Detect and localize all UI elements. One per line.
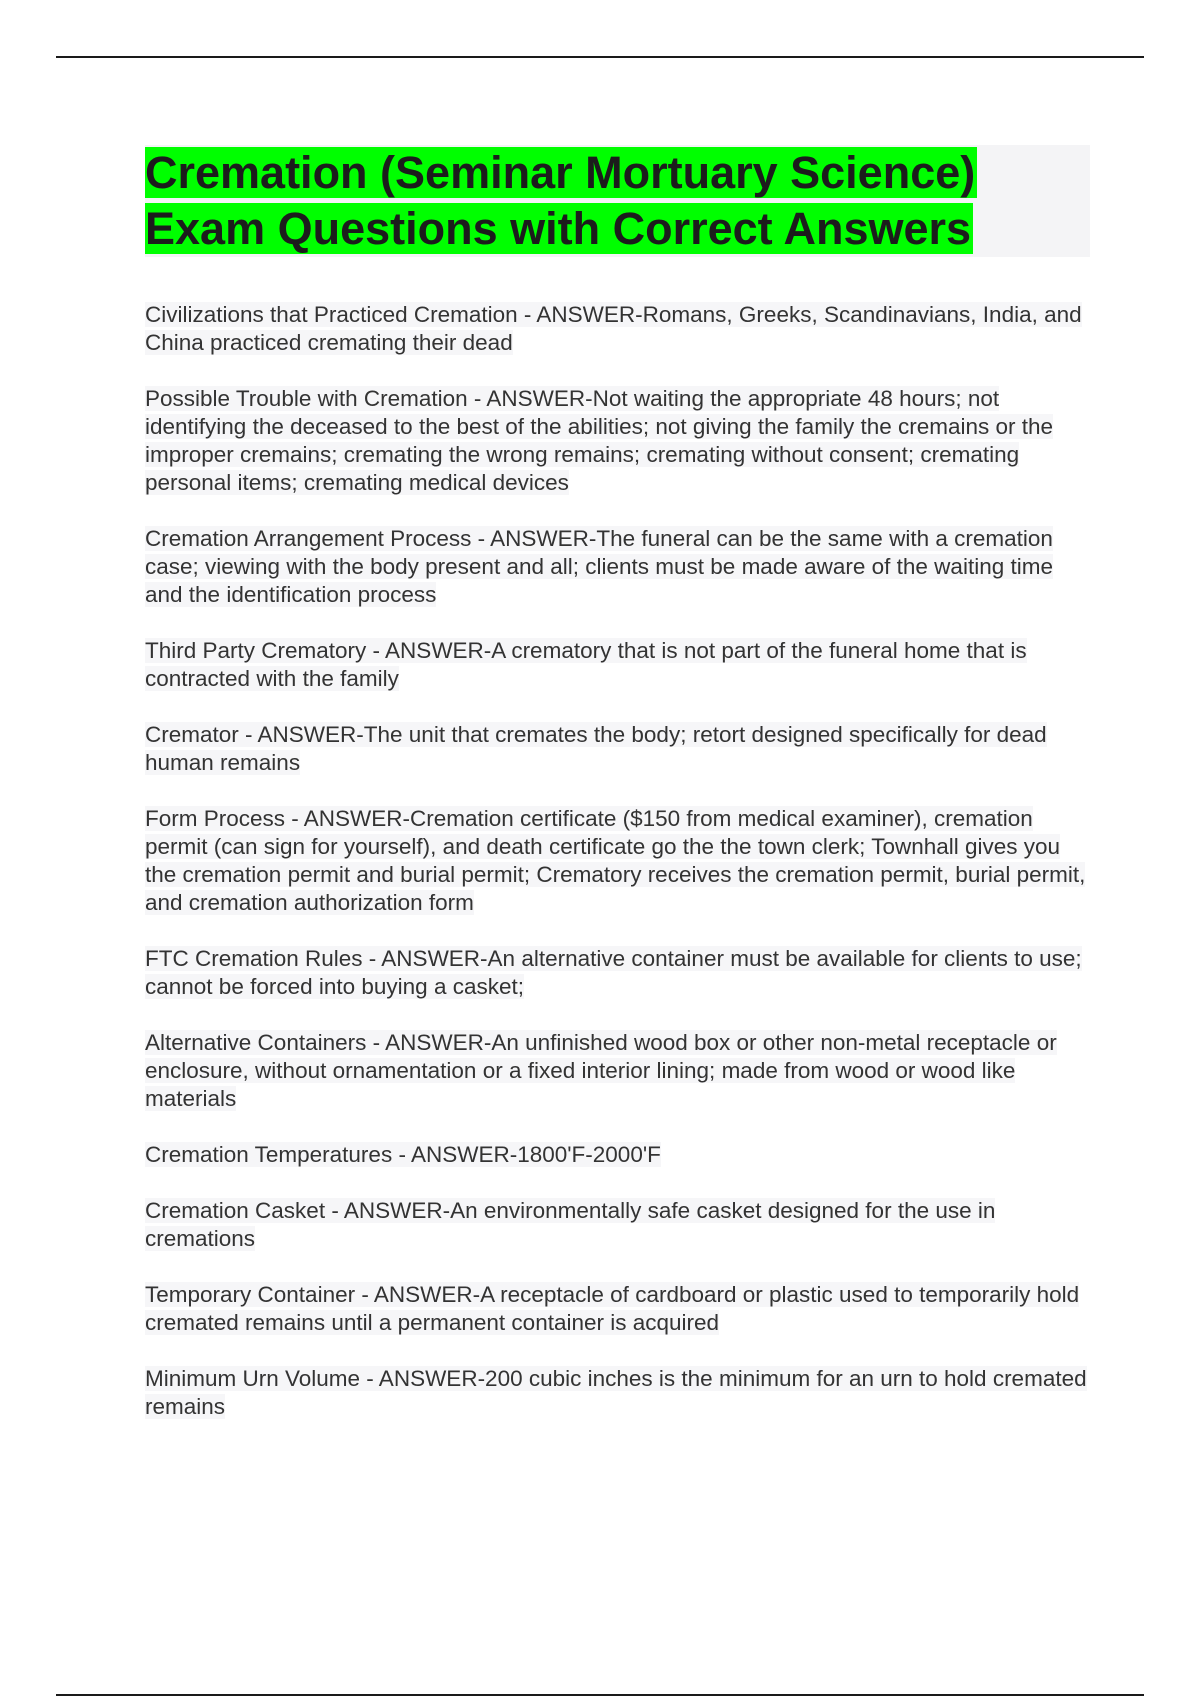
qa-item	[145, 945, 1090, 1001]
title-block	[145, 145, 1090, 257]
qa-text: Cremation Arrangement Process - ANSWER-The funeral can be the same with a cremation case; viewing with the body present and all; clients must be made aware of the waiting time and the identification process	[145, 526, 1053, 607]
qa-item	[145, 1365, 1090, 1421]
qa-item	[145, 805, 1090, 917]
qa-item	[145, 1197, 1090, 1253]
bottom-rule	[56, 1694, 1144, 1696]
qa-text: Cremator - ANSWER-The unit that cremates the body; retort designed specifically for dead human remains	[145, 722, 1047, 775]
qa-text: Temporary Container - ANSWER-A receptacle of cardboard or plastic used to temporarily hold cremated remains until a permanent container is acquired	[145, 1282, 1080, 1335]
top-rule	[56, 56, 1144, 58]
qa-text: Civilizations that Practiced Cremation - ANSWER-Romans, Greeks, Scandinavians, India, and China practiced cremating their dead	[145, 302, 1082, 355]
document-body	[145, 145, 1090, 1449]
qa-text: Cremation Temperatures - ANSWER-1800'F-2000'F	[145, 1142, 661, 1167]
qa-item	[145, 385, 1090, 497]
qa-text: Alternative Containers - ANSWER-An unfinished wood box or other non-metal receptacle or enclosure, without ornamentation or a fixed interior lining; made from wood or wood like materials	[145, 1030, 1057, 1111]
qa-text: FTC Cremation Rules - ANSWER-An alternative container must be available for clients to use; cannot be forced into buying a casket;	[145, 946, 1082, 999]
qa-item	[145, 1281, 1090, 1337]
qa-item	[145, 301, 1090, 357]
qa-item	[145, 637, 1090, 693]
qa-item	[145, 1141, 1090, 1169]
qa-item	[145, 721, 1090, 777]
qa-text: Cremation Casket - ANSWER-An environmentally safe casket designed for the use in cremations	[145, 1198, 996, 1251]
qa-item	[145, 1029, 1090, 1113]
qa-text: Possible Trouble with Cremation - ANSWER-Not waiting the appropriate 48 hours; not identifying the deceased to the best of the abilities; not giving the family the cremains or the improper cremains; cremating the wrong remains; cremating without consent; cremating personal items; cremating medical devices	[145, 386, 1054, 495]
qa-text: Third Party Crematory - ANSWER-A crematory that is not part of the funeral home that is contracted with the family	[145, 638, 1027, 691]
qa-text: Form Process - ANSWER-Cremation certificate ($150 from medical examiner), cremation permit (can sign for yourself), and death certificate go the the town clerk; Townhall gives you the cremation permit and burial permit; Crematory receives the cremation permit, burial permit, and cremation authorization form	[145, 806, 1086, 915]
qa-text: Minimum Urn Volume - ANSWER-200 cubic inches is the minimum for an urn to hold cremated remains	[145, 1366, 1087, 1419]
document-title: Cremation (Seminar Mortuary Science) Exam Questions with Correct Answers	[145, 147, 976, 254]
qa-item	[145, 525, 1090, 609]
